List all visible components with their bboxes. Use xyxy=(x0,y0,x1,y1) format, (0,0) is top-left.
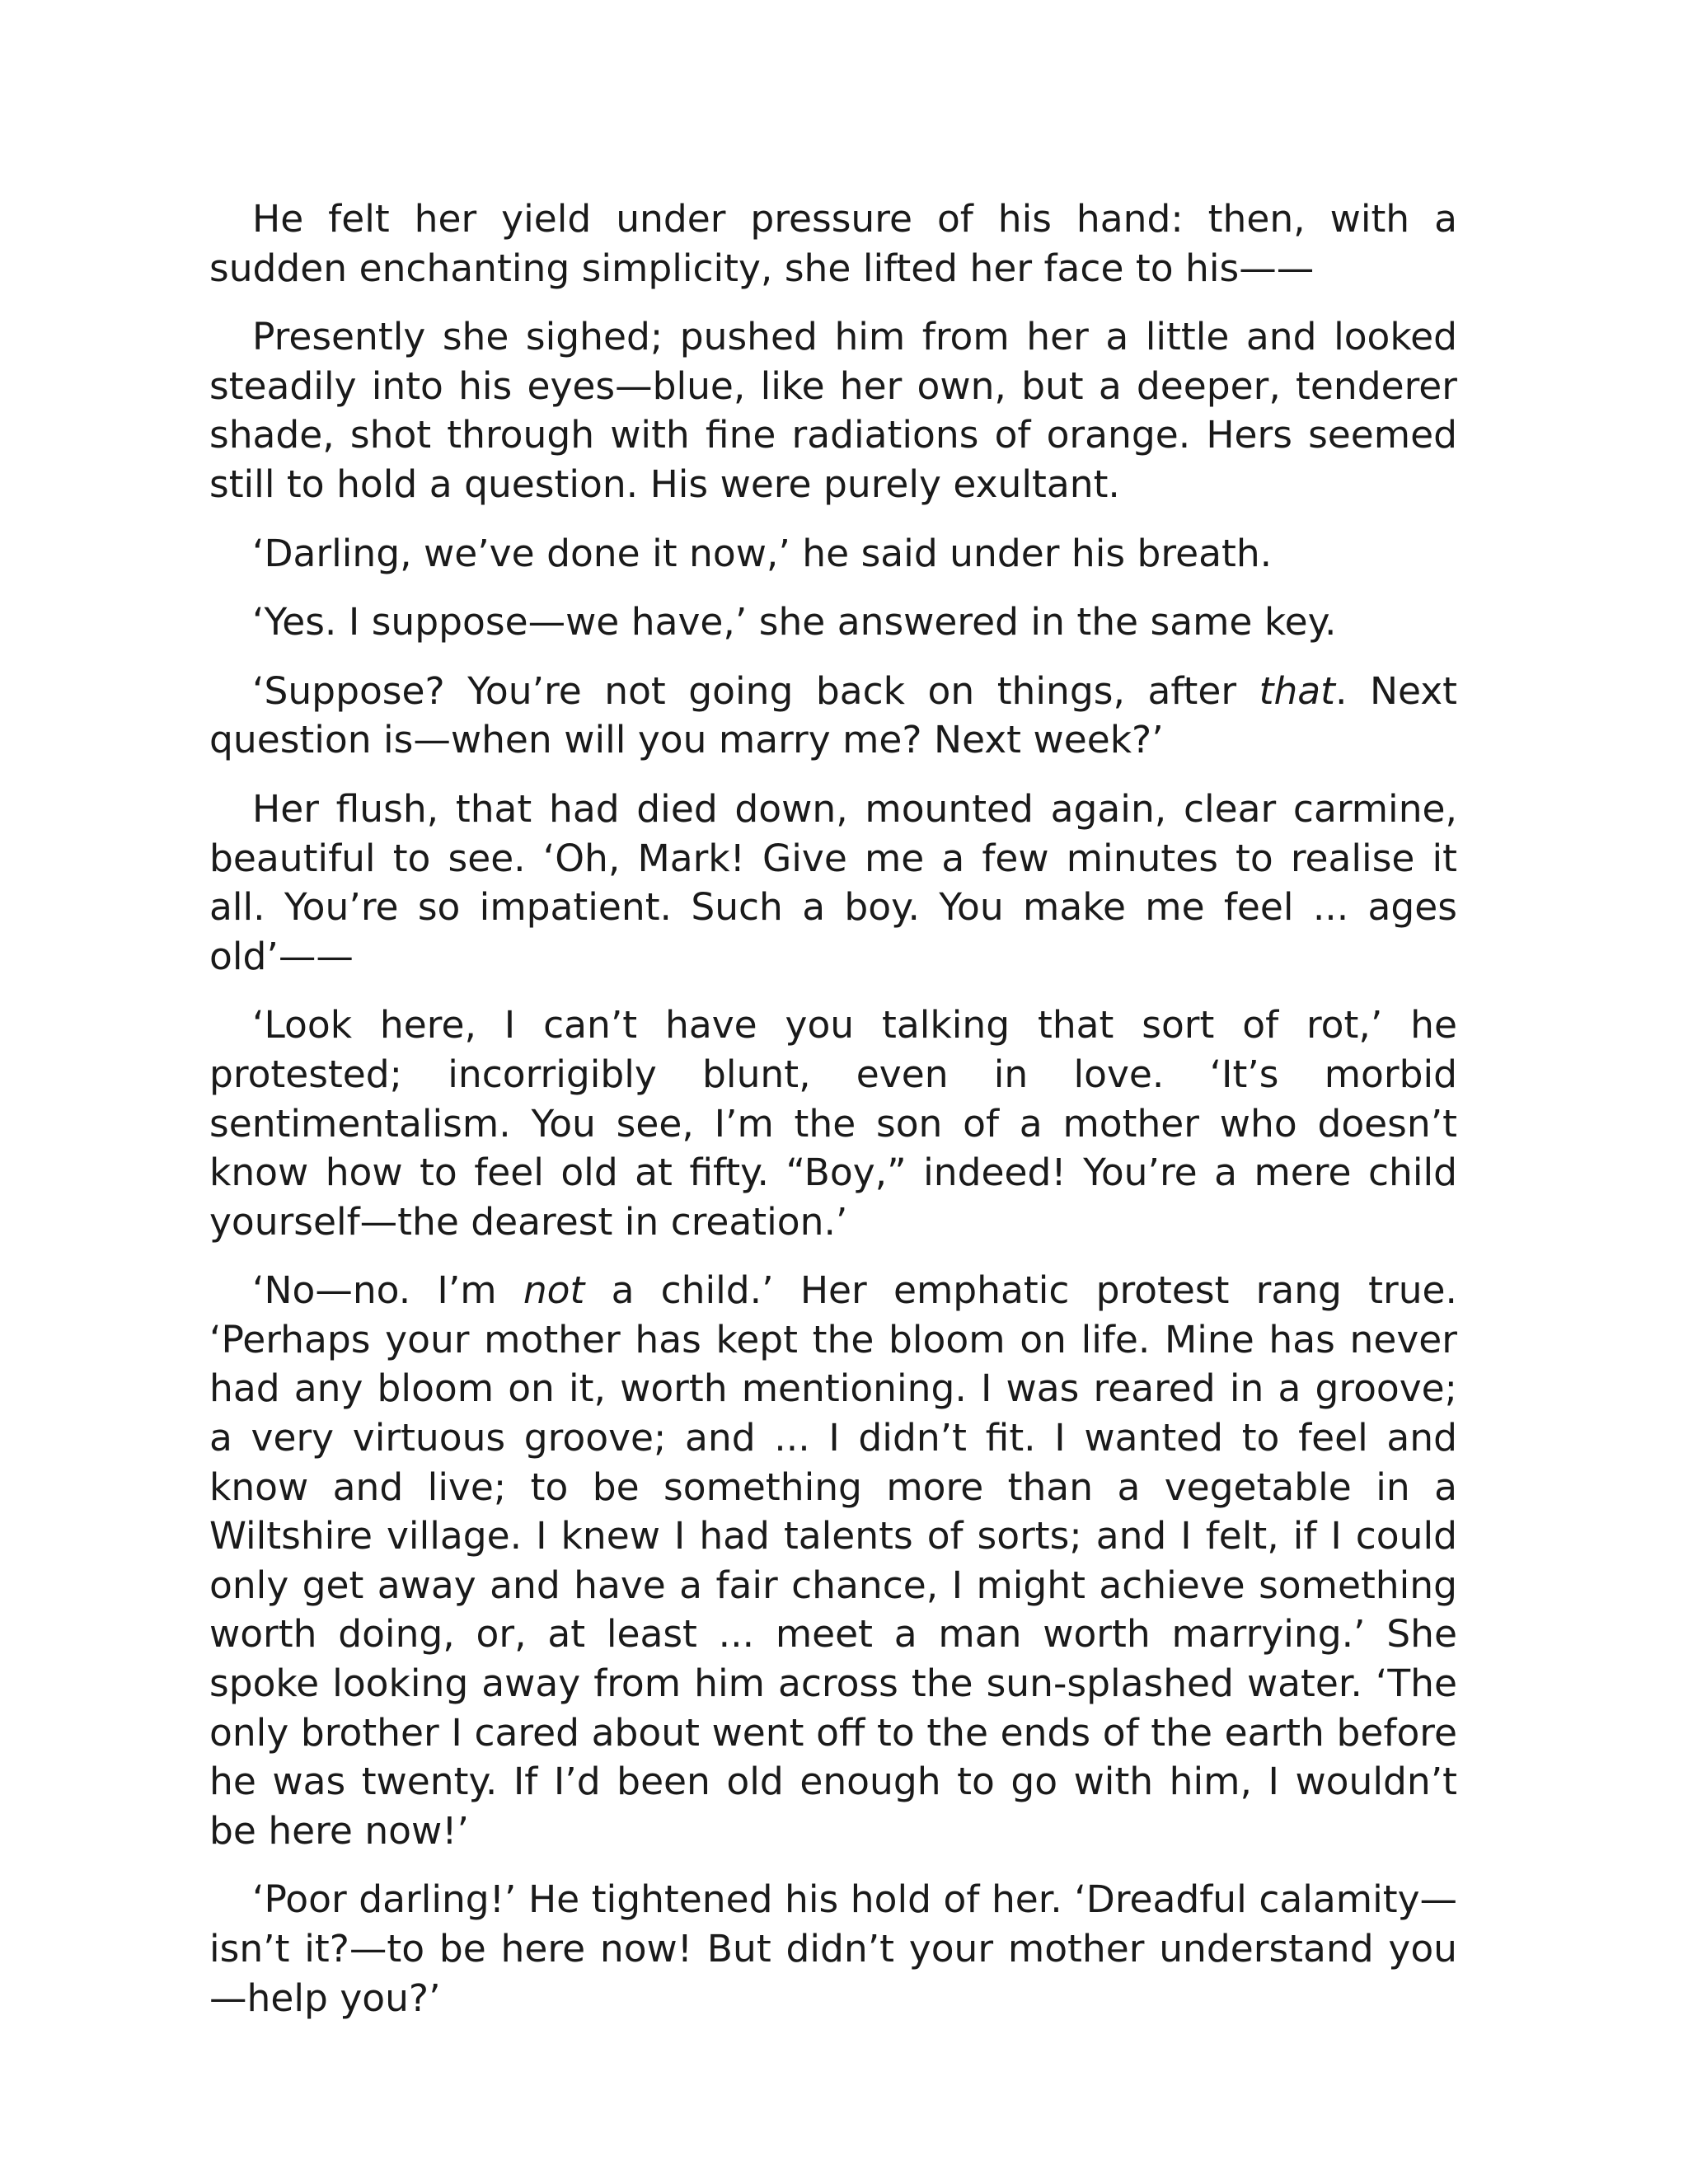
paragraph-text: a child.’ Her emphatic protest rang true. ‘Perhaps your mother has kept the bloom on life. Mine has never had any bloom on it, worth mentioning. I was reared in a groove; a very virtuous groove; and ... I didn’t fit. I wanted to feel and know and live; to be something more than a vegetable in a Wiltshire village. I knew I had talents of sorts; and I felt, if I could only get away and have a fair chance, I might achieve something worth doing, or, at least ... meet a man worth marrying.’ She spoke looking away from him across the sun-splashed water. ‘The only brother I cared about went off to the ends of the earth before he was twenty. If I’d been old enough to go with him, I wouldn’t be here now!’ xyxy=(209,1268,1457,1853)
paragraph: Her flush, that had died down, mounted again, clear carmine, beautiful to see. ‘Oh, Mark! Give me a few minutes to realise it all. You’re so impatient. Such a boy. You make me feel ... ages old’—— xyxy=(209,786,1457,978)
emphasized-word: not xyxy=(523,1268,585,1313)
paragraph: ‘Look here, I can’t have you talking that sort of rot,’ he protested; incorrigibly blunt, even in love. ‘It’s morbid sentimentalism. You see, I’m the son of a mother who doesn’t know how to feel old at fifty. “Boy,” indeed! You’re a mere child yourself—the dearest in creation.’ xyxy=(209,1003,1457,1244)
emphasized-word: that xyxy=(1259,668,1336,713)
book-page xyxy=(209,194,1457,2042)
paragraph-text: ‘No—no. I’m xyxy=(252,1268,523,1313)
paragraph: ‘Poor darling!’ He tightened his hold of her. ‘Dreadful calamity—isn’t it?—to be here now! But didn’t your mother understand you—help you?’ xyxy=(209,1877,1457,2020)
paragraph xyxy=(209,667,1457,765)
paragraph-text: . Next question is—when will you marry me? Next week?’ xyxy=(209,668,1457,762)
paragraph-text: ‘Suppose? You’re not going back on things, after xyxy=(252,668,1259,713)
paragraph: ‘Yes. I suppose—we have,’ she answered in the same key. xyxy=(252,600,1337,644)
paragraph xyxy=(209,1266,1457,1855)
paragraph: Presently she sighed; pushed him from her a little and looked steadily into his eyes—blue, like her own, but a deeper, tenderer shade, shot through with fine radiations of orange. Hers seemed still to hold a question. His were purely exultant. xyxy=(209,315,1457,506)
paragraph: He felt her yield under pressure of his hand: then, with a sudden enchanting simplicity, she lifted her face to his—— xyxy=(209,197,1457,290)
paragraph: ‘Darling, we’ve done it now,’ he said under his breath. xyxy=(252,531,1273,575)
